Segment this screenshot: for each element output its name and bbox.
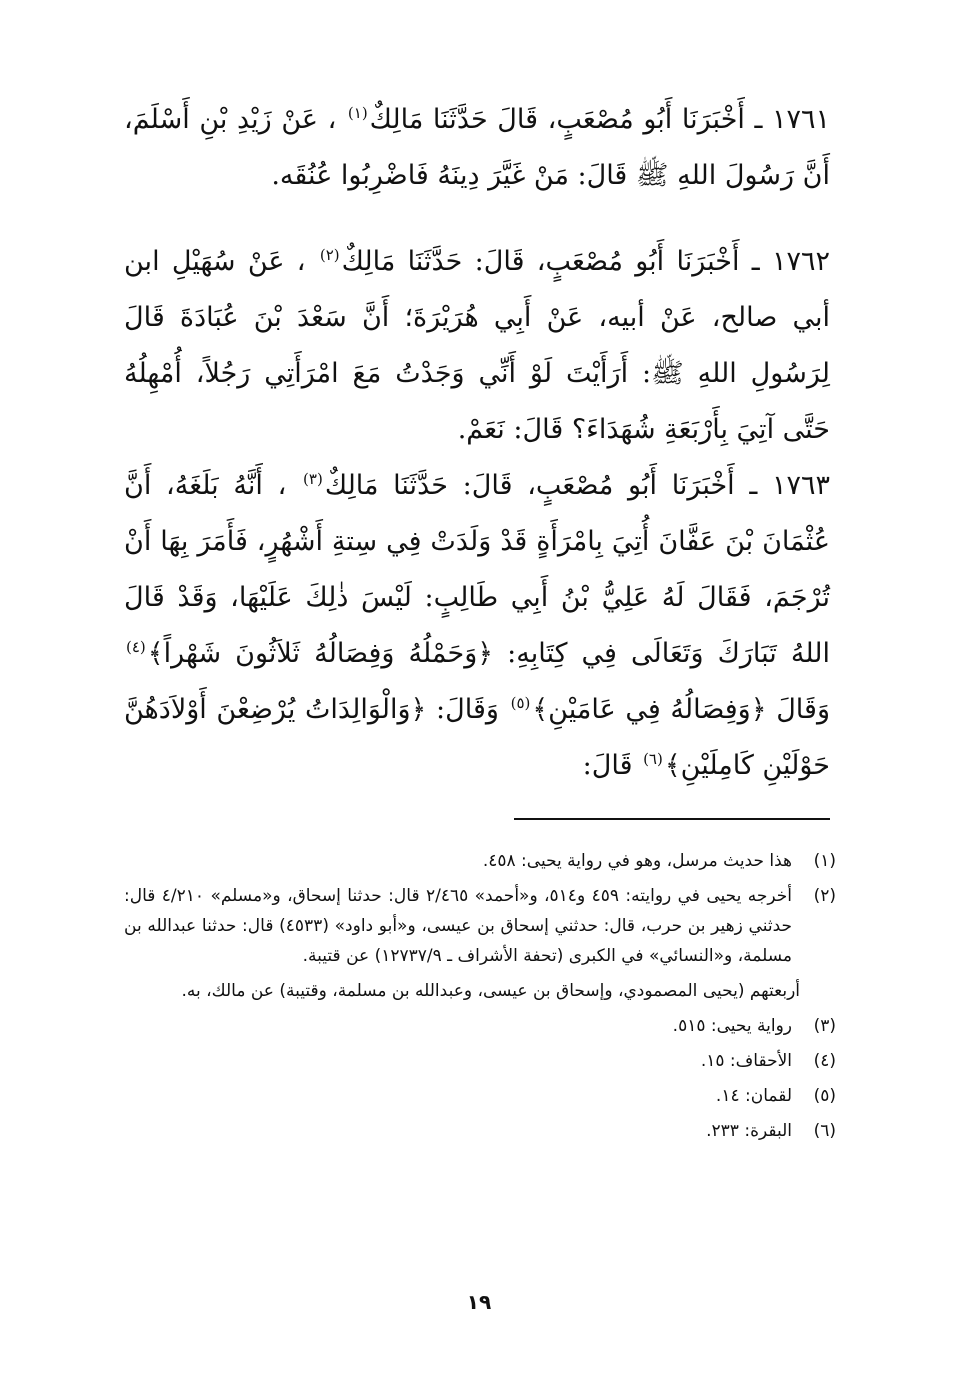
footnote-3 [124, 1011, 836, 1041]
footnote-4 [124, 1046, 836, 1076]
footnote-ref[interactable]: (٦) [643, 750, 663, 768]
footnote-1 [124, 846, 836, 876]
footnote-text: الأحقاف: ١٥. [700, 1051, 792, 1071]
footnote-5 [124, 1081, 836, 1111]
footnote-number: (١) [813, 851, 836, 871]
hadith-text: ١٧٦١ ـ أَخْبَرَنَا أَبُو مُصْعَبٍ، قَالَ حَدَّثَنَا مَالِكٌ [369, 104, 830, 135]
hadith-1763 [124, 458, 830, 794]
hadith-1762 [124, 234, 830, 458]
footnote-text: هذا حديث مرسل، وهو في رواية يحيى: ٤٥٨. [482, 851, 792, 871]
hadith-text: ١٧٦٢ ـ أَخْبَرَنَا أَبُو مُصْعَبٍ، قَالَ: حَدَّثَنَا مَالِكٌ [341, 246, 830, 277]
footnote-ref[interactable]: (٣) [303, 470, 323, 488]
footnote-text: أخرجه يحيى في روايته: ٤٥٩ و٥١٤، و«أحمد» ٢/٤٦٥ قال: حدثنا إسحاق، و«مسلم» ٤/٢١٠ قال: حدثني زهير بن حرب، قال: حدثني إسحاق بن عيسى، و«أبو داود» (٤٥٣٣) قال: حدثنا عبدالله بن مسلمة، و«النسائي» في الكبرى (تحفة الأشراف ـ ١٢٧٣٧/٩) عن قتيبة. [124, 886, 792, 966]
footnote-6 [124, 1116, 836, 1146]
footnote-number: (٣) [813, 1016, 836, 1036]
footnote-ref[interactable]: (١) [347, 104, 368, 122]
footnote-ref[interactable]: (٢) [319, 246, 340, 264]
footnote-number: (٤) [813, 1051, 836, 1071]
footnote-ref[interactable]: (٥) [510, 694, 531, 712]
footnote-2 [124, 881, 836, 971]
footnote-number: (٦) [813, 1121, 836, 1141]
footnote-text: لقمان: ١٤. [715, 1086, 792, 1106]
page-number: ١٩ [466, 1290, 492, 1314]
footnote-number: (٥) [813, 1086, 836, 1106]
hadith-text: ، عَنْ سُهَيْلِ ابن أبي صالح، عَنْ أبيه، عَنْ أَبِي هُرَيْرَةَ؛ أَنَّ سَعْدَ بْنَ عُبَادَةَ قَالَ لِرَسُولِ اللهِ ﷺ: أَرَأَيْتَ لَوْ أَنِّي وَجَدْتُ مَعَ امْرَأَتِي رَجُلاً، أُمْهِلُهُ حَتَّى آتِيَ بِأَرْبَعَةِ شُهَدَاءَ؟ قَالَ: نَعَمْ. [124, 246, 830, 445]
hadith-text: وَقَالَ: ﴿وَالْوَالِدَاتُ يُرْضِعْنَ أَوْلاَدَهُنَّ حَوْلَيْنِ كَامِلَيْنِ﴾ [124, 694, 830, 781]
hadith-text: ١٧٦٣ ـ أَخْبَرَنَا أَبُو مُصْعَبٍ، قَالَ: حَدَّثَنَا مَالِكٌ [324, 470, 831, 501]
footnote-text: البقرة: ٢٣٣. [706, 1121, 792, 1141]
footnote-2-continuation: أربعتهم (يحيى المصمودي، وإسحاق بن عيسى، وعبدالله بن مسلمة، وقتيبة) عن مالك، به. [181, 981, 800, 1001]
hadith-text: ، عَنْ زَيْدِ بْنِ أَسْلَمَ، أَنَّ رَسُولَ اللهِ ﷺ قَالَ: مَنْ غَيَّرَ دِينَهُ فَاضْرِبُوا عُنُقَه. [124, 104, 830, 191]
hadith-text: وَقَالَ ﴿وَفِصَالُهُ فِي عَامَيْنِ﴾ [532, 694, 830, 725]
footnote-text: رواية يحيى: ٥١٥. [672, 1016, 792, 1036]
footnote-separator [514, 818, 830, 820]
hadith-1761 [124, 92, 830, 204]
footnote-number: (٢) [813, 886, 836, 906]
footnote-ref[interactable]: (٤) [126, 638, 146, 656]
main-text [124, 92, 830, 794]
footnotes [124, 846, 836, 1151]
hadith-text: قَالَ: [582, 750, 642, 781]
hadith-text: ، أَنَّهُ بَلَغَهُ، أَنَّ عُثْمَانَ بْنَ عَفَّانَ أُتِيَ بِامْرَأَةٍ قَدْ وَلَدَتْ فِي سِتةِ أَشْهُرٍ، فَأَمَرَ بِهَا أَنْ تُرْجَمَ، فَقَالَ لَهُ عَلِيُّ بْنُ أَبِي طَالِبٍ: لَيْسَ ذٰلِكَ عَلَيْهَا، وَقَدْ قَالَ اللهُ تَبَارَكَ وَتَعَالَى فِي كِتَابِهِ: ﴿وَحَمْلُهُ وَفِصَالُهُ ثَلاَثُونَ شَهْراً﴾ [124, 470, 830, 669]
